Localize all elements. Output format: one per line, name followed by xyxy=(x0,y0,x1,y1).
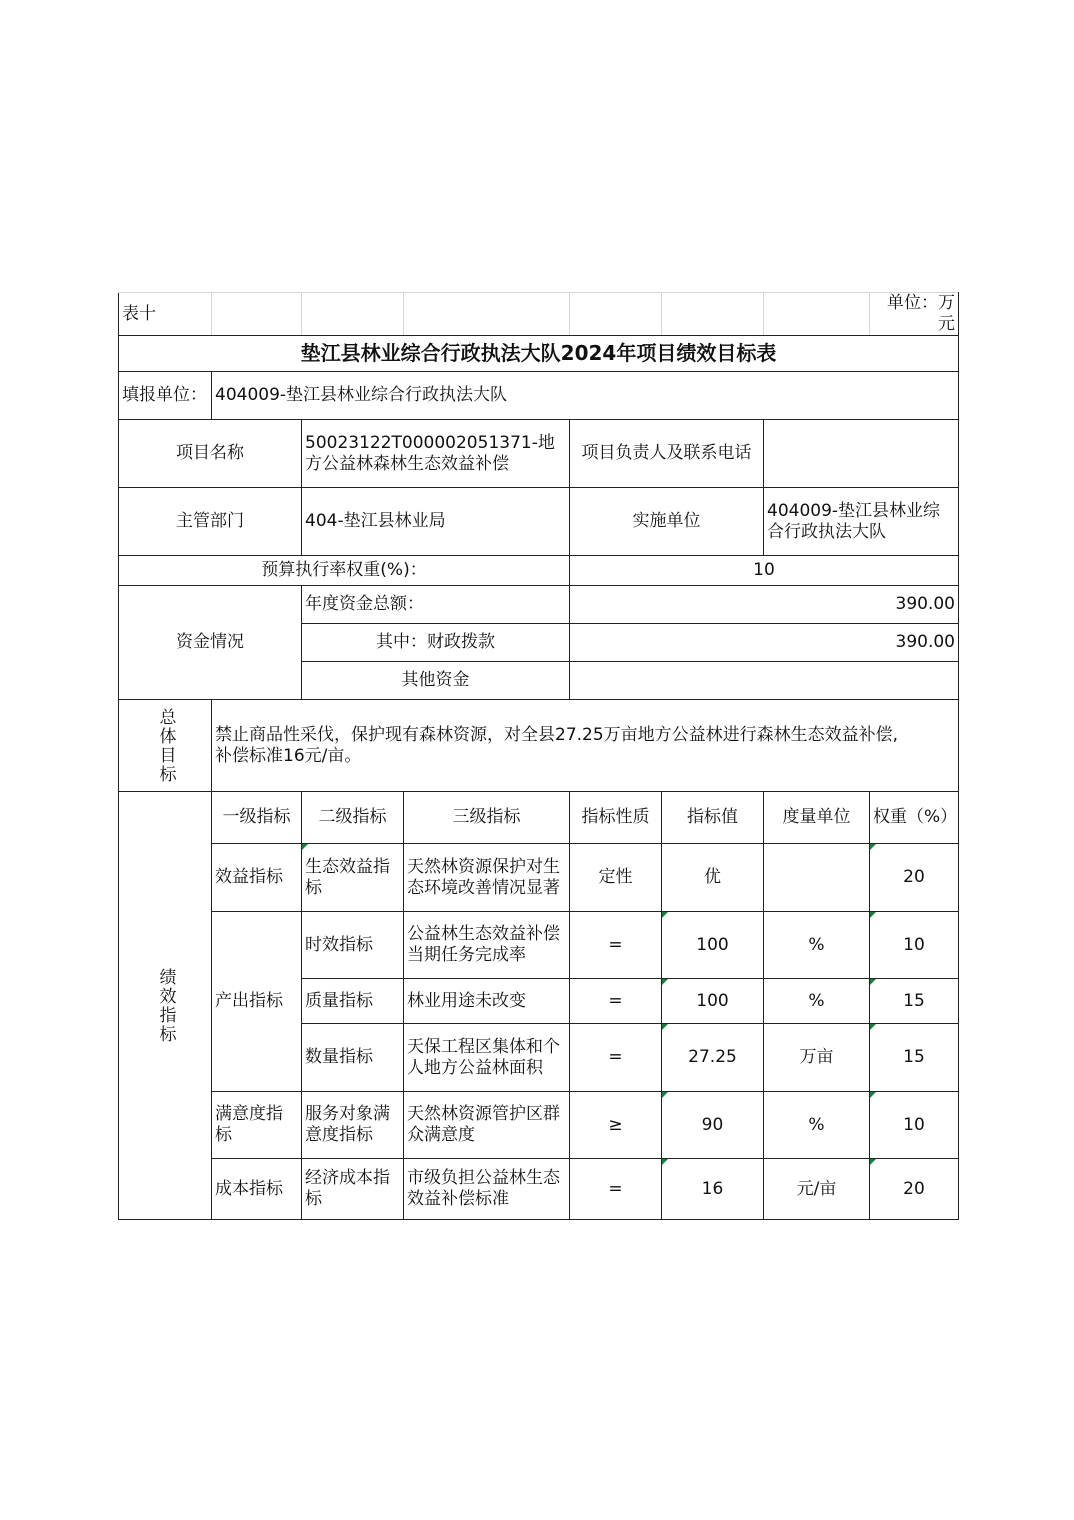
value-cell: 100 xyxy=(662,979,764,1024)
header-value: 指标值 xyxy=(662,792,764,844)
performance-indicators-label: 绩效指标 xyxy=(155,967,176,1044)
level3-cell: 天然林资源保护对生态环境改善情况显著 xyxy=(404,844,570,912)
table-number: 表十 xyxy=(119,293,212,336)
funds-total-value: 390.00 xyxy=(570,586,959,624)
budget-weight-value: 10 xyxy=(570,556,959,586)
table-row xyxy=(119,1092,959,1159)
level1-cell: 成本指标 xyxy=(212,1159,302,1220)
value-cell: 优 xyxy=(662,844,764,912)
impl-unit-value: 404009-垫江县林业综合行政执法大队 xyxy=(764,488,959,556)
nature-cell: ≥ xyxy=(570,1092,662,1159)
level1-cell: 效益指标 xyxy=(212,844,302,912)
fill-unit-value: 404009-垫江县林业综合行政执法大队 xyxy=(212,372,959,420)
overall-goal-text xyxy=(212,700,959,792)
level2-cell: 质量指标 xyxy=(302,979,404,1024)
table-row xyxy=(119,912,959,979)
fill-unit-label: 填报单位： xyxy=(119,372,212,420)
weight-cell: 15 xyxy=(870,979,959,1024)
overall-goal-line-1: 禁止商品性采伐，保护现有森林资源，对全县27.25万亩地方公益林进行森林生态效益补偿, xyxy=(215,724,899,745)
page-title: 垫江县林业综合行政执法大队2024年项目绩效目标表 xyxy=(119,336,959,372)
level1-cell: 产出指标 xyxy=(212,912,302,1092)
header-nature: 指标性质 xyxy=(570,792,662,844)
value-cell: 27.25 xyxy=(662,1024,764,1092)
nature-cell: = xyxy=(570,912,662,979)
overall-goal-line-2: 补偿标准16元/亩。 xyxy=(215,745,362,766)
weight-cell: 15 xyxy=(870,1024,959,1092)
nature-cell: = xyxy=(570,979,662,1024)
funds-other-label: 其他资金 xyxy=(302,662,570,700)
weight-cell: 20 xyxy=(870,844,959,912)
unit-label: 单位：万元 xyxy=(870,293,959,336)
header-level2: 二级指标 xyxy=(302,792,404,844)
funds-total-label: 年度资金总额： xyxy=(302,586,570,624)
level3-cell: 林业用途未改变 xyxy=(404,979,570,1024)
level2-cell: 数量指标 xyxy=(302,1024,404,1092)
unit-cell: 万亩 xyxy=(764,1024,870,1092)
dept-value: 404-垫江县林业局 xyxy=(302,488,570,556)
unit-cell xyxy=(764,844,870,912)
project-name-label: 项目名称 xyxy=(119,420,302,488)
funds-label: 资金情况 xyxy=(119,586,302,700)
level3-cell: 天然林资源管护区群众满意度 xyxy=(404,1092,570,1159)
funds-fiscal-label: 其中：财政拨款 xyxy=(302,624,570,662)
header-unit: 度量单位 xyxy=(764,792,870,844)
level1-cell: 满意度指标 xyxy=(212,1092,302,1159)
funds-fiscal-value: 390.00 xyxy=(570,624,959,662)
nature-cell: = xyxy=(570,1159,662,1220)
unit-cell: % xyxy=(764,979,870,1024)
unit-cell: 元/亩 xyxy=(764,1159,870,1220)
level3-cell: 市级负担公益林生态效益补偿标准 xyxy=(404,1159,570,1220)
level3-cell: 公益林生态效益补偿当期任务完成率 xyxy=(404,912,570,979)
weight-cell: 10 xyxy=(870,912,959,979)
level2-cell: 服务对象满意度指标 xyxy=(302,1092,404,1159)
value-cell: 90 xyxy=(662,1092,764,1159)
budget-weight-label: 预算执行率权重(%)： xyxy=(119,556,570,586)
project-contact-label: 项目负责人及联系电话 xyxy=(570,420,764,488)
value-cell: 16 xyxy=(662,1159,764,1220)
weight-cell: 10 xyxy=(870,1092,959,1159)
nature-cell: 定性 xyxy=(570,844,662,912)
funds-other-value xyxy=(570,662,959,700)
level3-cell: 天保工程区集体和个人地方公益林面积 xyxy=(404,1024,570,1092)
level2-cell: 时效指标 xyxy=(302,912,404,979)
performance-table xyxy=(118,292,959,1220)
weight-cell: 20 xyxy=(870,1159,959,1220)
header-level3: 三级指标 xyxy=(404,792,570,844)
dept-label: 主管部门 xyxy=(119,488,302,556)
unit-cell: % xyxy=(764,912,870,979)
project-contact-value xyxy=(764,420,959,488)
project-name-value: 50023122T000002051371-地方公益林森林生态效益补偿 xyxy=(302,420,570,488)
level2-cell: 生态效益指标 xyxy=(302,844,404,912)
impl-unit-label: 实施单位 xyxy=(570,488,764,556)
nature-cell: = xyxy=(570,1024,662,1092)
header-level1: 一级指标 xyxy=(212,792,302,844)
unit-cell: % xyxy=(764,1092,870,1159)
level2-cell: 经济成本指标 xyxy=(302,1159,404,1220)
value-cell: 100 xyxy=(662,912,764,979)
table-row xyxy=(119,844,959,912)
table-row xyxy=(119,1159,959,1220)
performance-table-sheet xyxy=(118,292,958,1220)
header-weight: 权重（%） xyxy=(870,792,959,844)
overall-goal-label: 总体目标 xyxy=(155,707,176,784)
